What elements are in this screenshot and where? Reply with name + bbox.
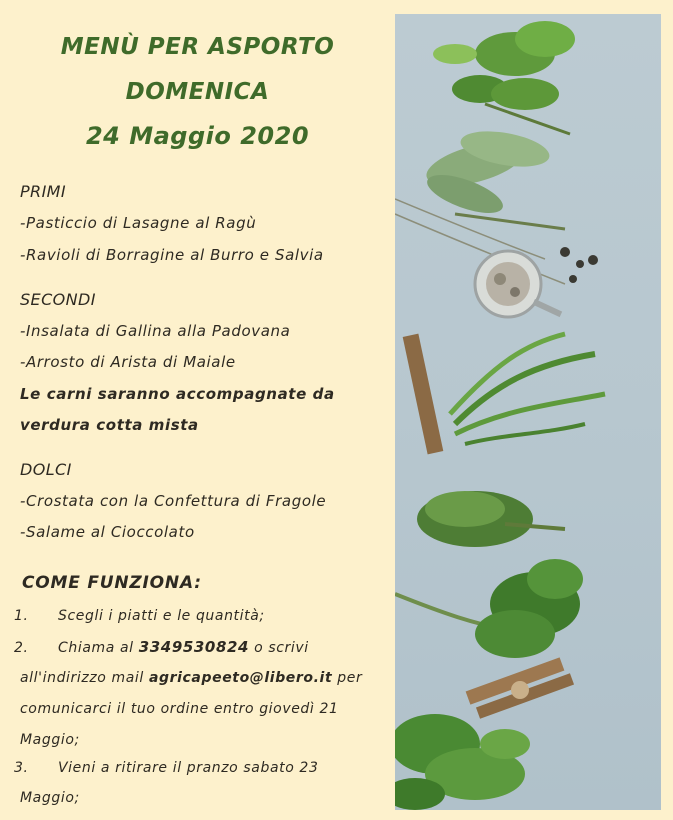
step-2-line2-pre: all'indirizzo mail bbox=[20, 670, 149, 686]
step-2-text-mid: o scrivi bbox=[249, 640, 309, 656]
phone-number: 3349530824 bbox=[138, 638, 250, 656]
primi-heading: PRIMI bbox=[20, 182, 67, 201]
tarragon-bunch bbox=[403, 334, 605, 455]
herbs-photo bbox=[395, 14, 661, 810]
herbs-illustration bbox=[395, 14, 661, 810]
step-2-text-pre: Chiama al bbox=[58, 640, 139, 656]
bottom-herb-bunch bbox=[395, 714, 530, 810]
parsley-bunch bbox=[395, 559, 583, 658]
menu-date: 24 Maggio 2020 bbox=[85, 122, 310, 150]
primi-item-2: -Ravioli di Borragine al Burro e Salvia bbox=[20, 246, 324, 264]
step-2-number: 2. bbox=[14, 640, 29, 656]
primi-item-1: -Pasticcio di Lasagne al Ragù bbox=[20, 214, 257, 232]
secondi-item-2: -Arrosto di Arista di Maiale bbox=[20, 353, 236, 371]
sage-bunch bbox=[395, 125, 565, 284]
clothespin bbox=[466, 657, 574, 718]
dolci-heading: DOLCI bbox=[20, 460, 72, 479]
how-step-2-line2 bbox=[20, 670, 362, 686]
step-1-text: Scegli i piatti e le quantità; bbox=[58, 608, 265, 624]
step-3-number: 3. bbox=[14, 760, 29, 776]
how-step-3-line2: Maggio; bbox=[20, 790, 80, 806]
step-2-line2-post: per bbox=[332, 670, 363, 686]
secondi-note-line2: verdura cotta mista bbox=[20, 416, 199, 434]
how-step-2-line4: Maggio; bbox=[20, 732, 80, 748]
how-heading: COME FUNZIONA: bbox=[22, 573, 202, 593]
step-3-text: Vieni a ritirare il pranzo sabato 23 bbox=[58, 760, 319, 776]
dolci-item-1: -Crostata con la Confettura di Fragole bbox=[20, 492, 327, 510]
dill-bunch bbox=[417, 491, 565, 547]
secondi-item-1: -Insalata di Gallina alla Padovana bbox=[20, 322, 291, 340]
email-address: agricapeeto@libero.it bbox=[148, 670, 333, 686]
dolci-item-2: -Salame al Cioccolato bbox=[20, 523, 195, 541]
basil-bunch bbox=[433, 21, 575, 134]
how-step-3 bbox=[14, 760, 318, 776]
secondi-note-line1: Le carni saranno accompagnate da bbox=[20, 385, 335, 403]
menu-title-line2: DOMENICA bbox=[125, 79, 270, 105]
secondi-heading: SECONDI bbox=[20, 290, 96, 309]
menu-title-line1: MENÙ PER ASPORTO bbox=[60, 34, 335, 60]
tea-strainer bbox=[475, 247, 598, 317]
how-step-2-line3: comunicarci il tuo ordine entro giovedì 21 bbox=[20, 701, 339, 717]
step-1-number: 1. bbox=[14, 608, 29, 624]
how-step-2 bbox=[14, 638, 309, 656]
how-step-1 bbox=[14, 608, 265, 624]
